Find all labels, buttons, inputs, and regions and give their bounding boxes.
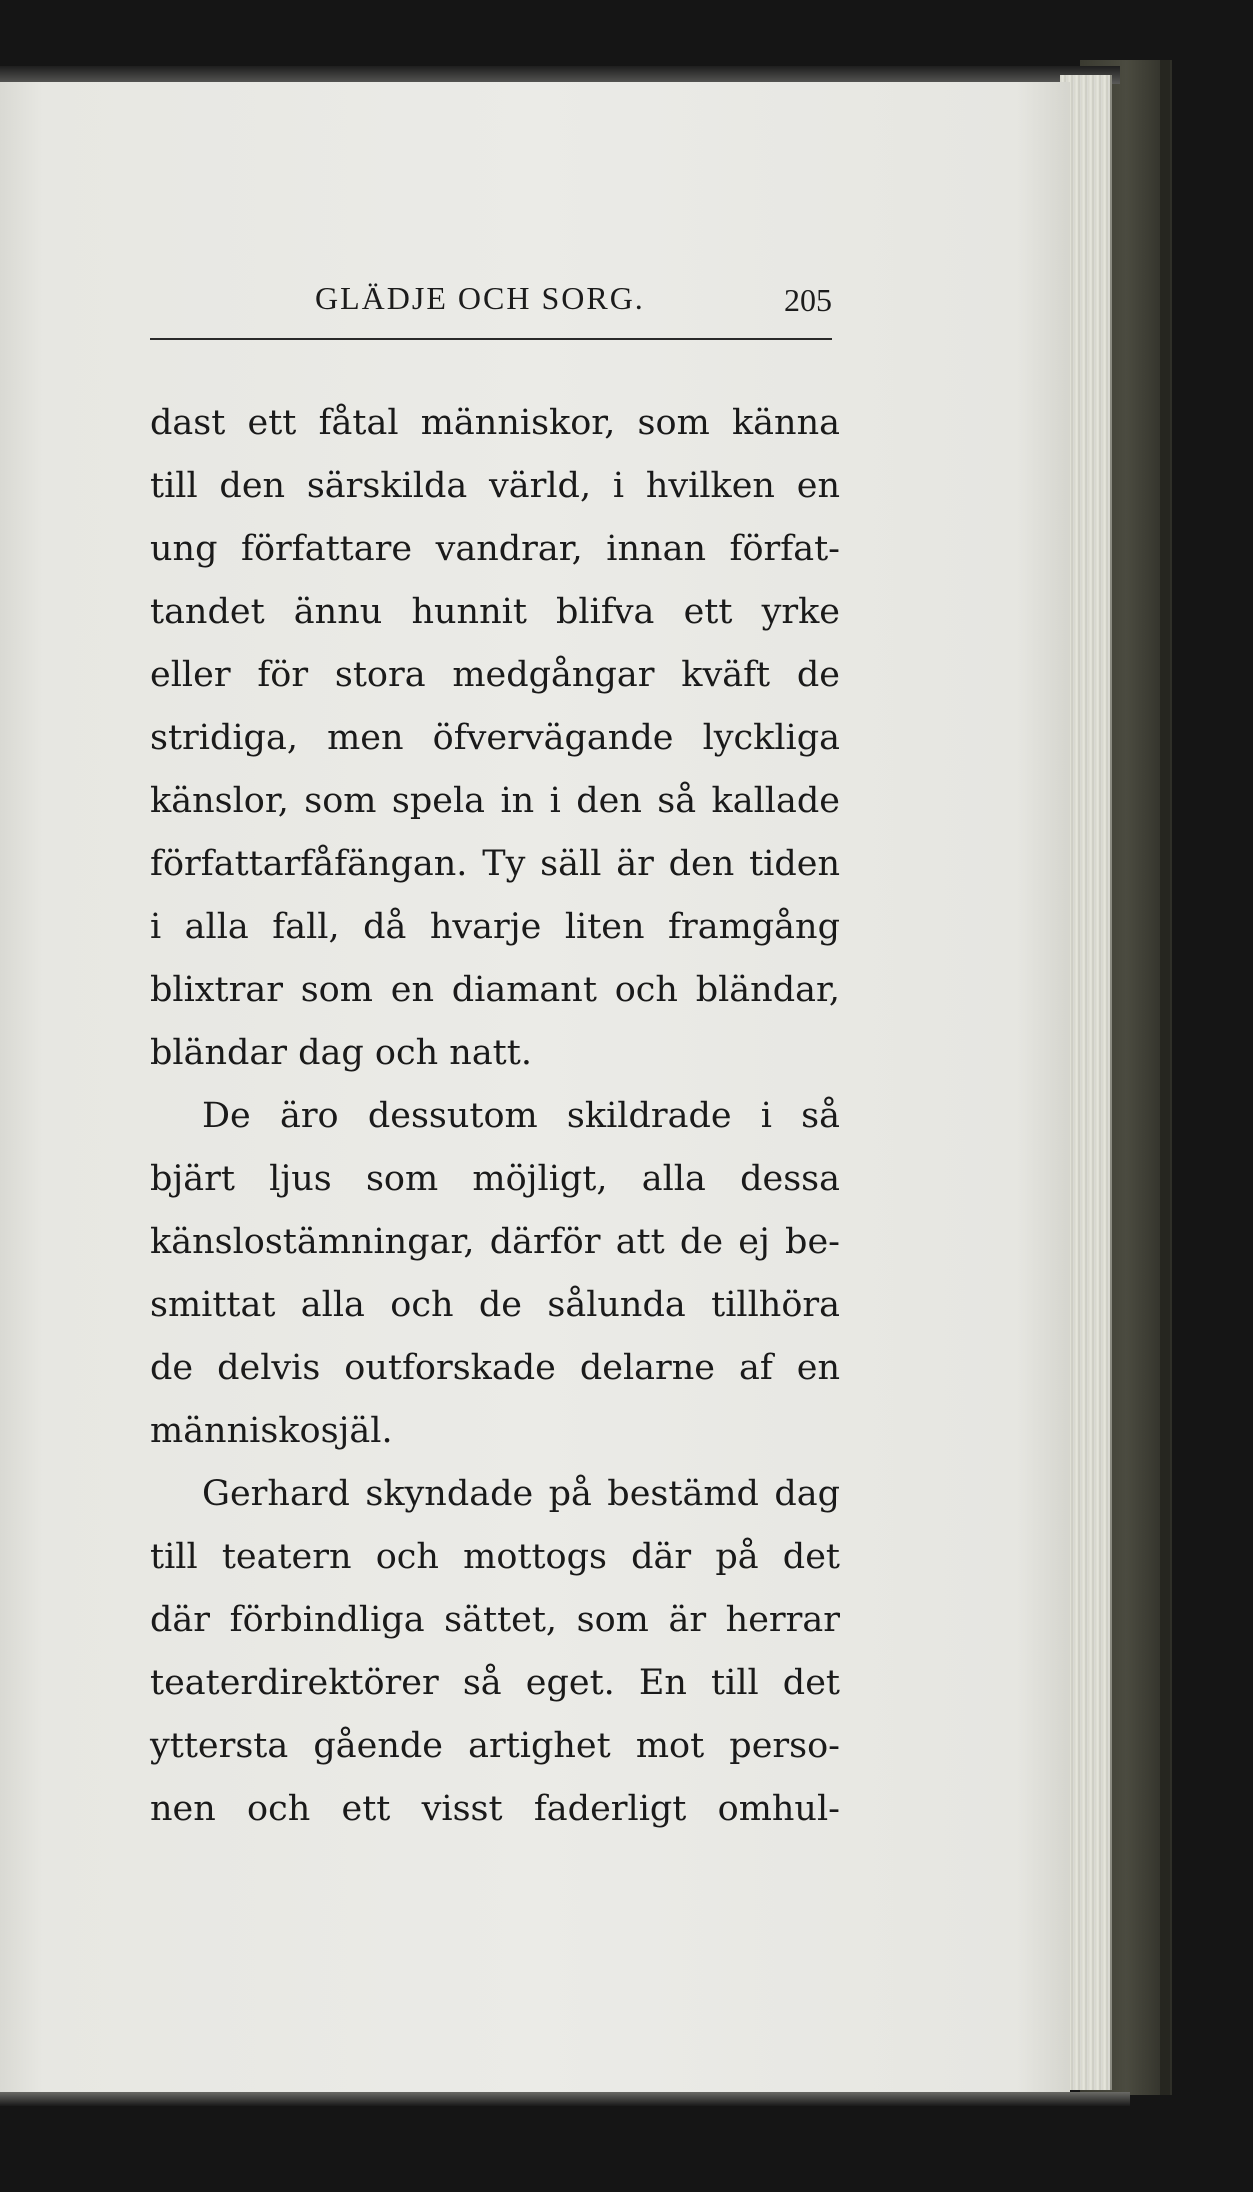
text-line: stridiga, men öfvervägande lyckliga [150,718,840,758]
header-rule [150,338,832,340]
text-line: bländar dag och natt. [150,1033,532,1073]
text-line: blixtrar som en diamant och bländar, [150,970,840,1010]
text-line: känslostämningar, därför att de ej be- [150,1222,840,1262]
text-line: till den särskilda värld, i hvilken en [150,466,840,506]
text-line: tandet ännu hunnit blifva ett yrke [150,592,840,632]
running-title: GLÄDJE OCH SORG. [315,280,645,316]
text-line: dast ett fåtal människor, som känna [150,403,840,443]
body-text [150,392,840,1841]
text-line: smittat alla och de sålunda tillhöra [150,1285,840,1325]
text-line: känslor, som spela in i den så kallade [150,781,840,821]
text-line: eller för stora medgångar kväft de [150,655,840,695]
book-cover-edge [1160,60,1170,2095]
text-line: till teatern och mottogs där på det [150,1537,840,1577]
text-line: de delvis outforskade delarne af en [150,1348,840,1388]
page-bottom-shadow [0,2092,1130,2106]
text-line: nen och ett visst faderligt omhul- [150,1789,840,1829]
text-line: i alla fall, då hvarje liten framgång [150,907,840,947]
page-header [150,280,840,340]
text-line: ung författare vandrar, innan förfat- [150,529,840,569]
text-line: bjärt ljus som möjligt, alla dessa [150,1159,840,1199]
text-line: teaterdirektörer så eget. En till det [150,1663,840,1703]
text-line: människosjäl. [150,1411,393,1451]
text-line: Gerhard skyndade på bestämd dag [202,1474,840,1514]
page-number: 205 [784,282,832,318]
text-line: författarfåfängan. Ty säll är den tiden [150,844,840,884]
text-line: De äro dessutom skildrade i så [202,1096,840,1136]
text-line: där förbindliga sättet, som är herrar [150,1600,840,1640]
text-line: yttersta gående artighet mot perso- [150,1726,840,1766]
